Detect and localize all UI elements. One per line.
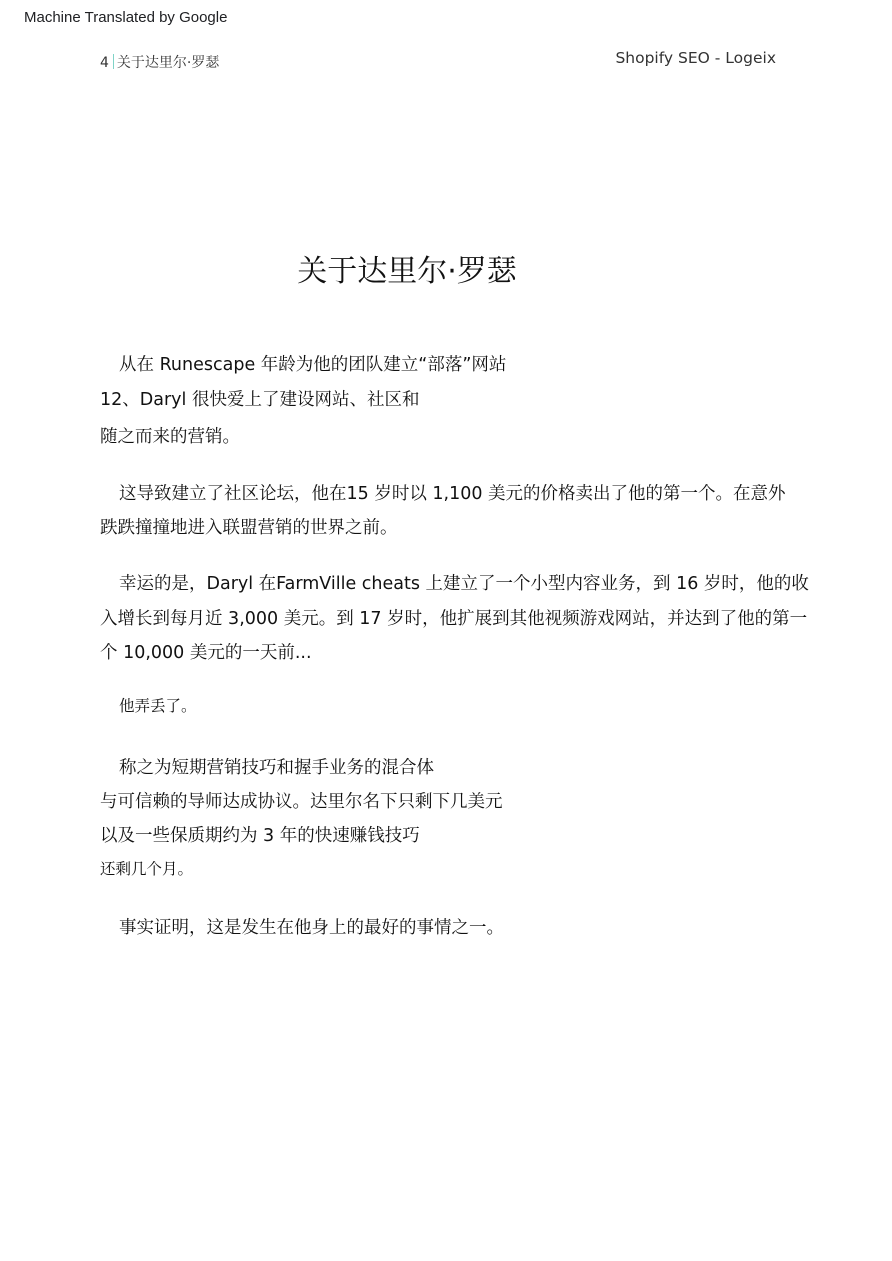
machine-translation-banner: Machine Translated by Google [24, 9, 228, 26]
page-number: 4 [100, 55, 109, 71]
text-line: 个 10,000 美元的一天前... [100, 643, 312, 663]
text-line: 与可信赖的导师达成协议。达里尔名下只剩下几美元 [100, 792, 503, 812]
text-line: 12、Daryl 很快爱上了建设网站、社区和 [100, 390, 420, 410]
text-line: 事实证明，这是发生在他身上的最好的事情之一。 [119, 918, 504, 938]
running-header-site: Shopify SEO - Logeix [615, 49, 776, 67]
text-line: 从在 Runescape 年龄为他的团队建立“部落”网站 [119, 355, 507, 375]
text-line: 跌跌撞撞地进入联盟营销的世界之前。 [100, 518, 398, 538]
running-header-left [100, 52, 219, 72]
text-line: 以及一些保质期约为 3 年的快速赚钱技巧 [100, 826, 420, 846]
text-line: 入增长到每月近 3,000 美元。到 17 岁时，他扩展到其他视频游戏网站，并达到了他的第一 [100, 609, 808, 629]
text-line: 他弄丢了。 [119, 697, 197, 715]
text-line: 称之为短期营销技巧和握手业务的混合体 [119, 758, 434, 778]
running-header-section: 关于达里尔·罗瑟 [116, 55, 220, 71]
text-line: 这导致建立了社区论坛，他在15 岁时以 1,100 美元的价格卖出了他的第一个。在意外 [119, 484, 786, 504]
text-line: 还剩几个月。 [100, 860, 194, 878]
text-line: 随之而来的营销。 [100, 427, 240, 447]
header-divider [113, 54, 114, 69]
text-line: 幸运的是，Daryl 在FarmVille cheats 上建立了一个小型内容业务，到 16 岁时，他的收 [119, 574, 809, 594]
page-title: 关于达里尔·罗瑟 [297, 254, 517, 289]
